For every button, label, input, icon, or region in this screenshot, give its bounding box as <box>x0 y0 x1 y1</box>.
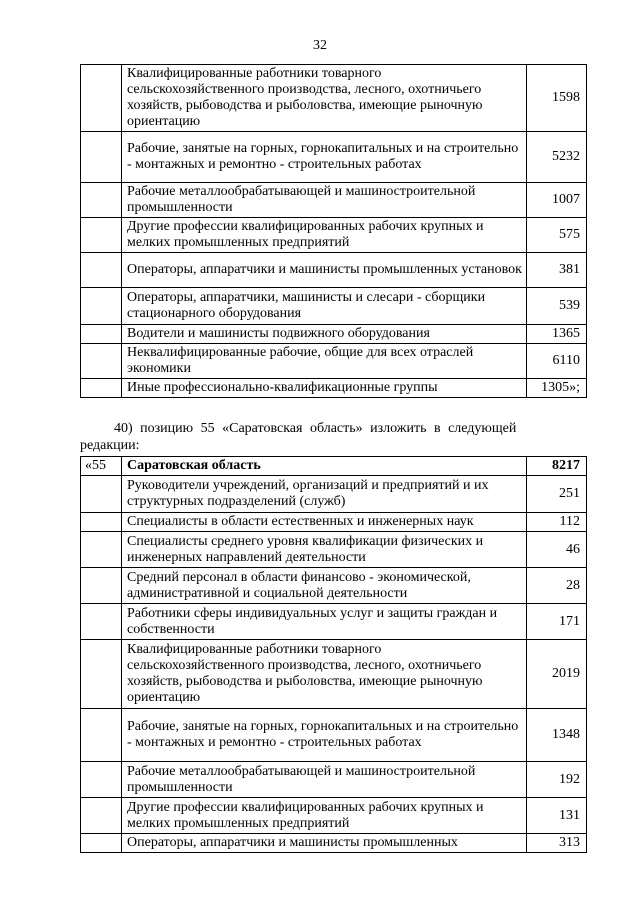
amendment-instruction <box>80 420 586 454</box>
row-value: 2019 <box>527 640 587 709</box>
row-name: Другие профессии квалифицированных рабочих крупных и мелких промышленных предприятий <box>122 218 527 253</box>
page-number: 32 <box>313 38 327 53</box>
table-row <box>81 762 587 798</box>
table-row <box>81 709 587 762</box>
row-name: Другие профессии квалифицированных рабочих крупных и мелких промышленных предприятий <box>122 798 527 834</box>
table-row <box>81 640 587 709</box>
row-code <box>81 640 122 709</box>
row-code <box>81 132 122 183</box>
row-name: Квалифицированные работники товарного сельскохозяйственного производства, лесного, охотничьего хозяйств, рыбоводства и рыболовства, имеющие рыночную ориентацию <box>122 65 527 132</box>
row-value: 5232 <box>527 132 587 183</box>
row-code <box>81 344 122 379</box>
row-value: 251 <box>527 476 587 513</box>
row-value: 575 <box>527 218 587 253</box>
row-value: 1365 <box>527 325 587 344</box>
row-code <box>81 325 122 344</box>
row-name: Операторы, аппаратчики и машинисты промышленных установок <box>122 253 527 288</box>
row-name: Операторы, аппаратчики и машинисты промышленных <box>122 834 527 853</box>
row-name: Операторы, аппаратчики, машинисты и слесари - сборщики стационарного оборудования <box>122 288 527 325</box>
table-row <box>81 379 587 398</box>
row-code <box>81 798 122 834</box>
row-code <box>81 513 122 532</box>
row-name: Рабочие металлообрабатывающей и машиностроительной промышленности <box>122 762 527 798</box>
row-name: Квалифицированные работники товарного сельскохозяйственного производства, лесного, охотничьего хозяйств, рыбоводства и рыболовства, имеющие рыночную ориентацию <box>122 640 527 709</box>
table-row <box>81 476 587 513</box>
row-code <box>81 604 122 640</box>
row-value: 1305»; <box>527 379 587 398</box>
row-code <box>81 568 122 604</box>
table-row <box>81 513 587 532</box>
table-row <box>81 344 587 379</box>
table-row <box>81 568 587 604</box>
table-row <box>81 532 587 568</box>
instruction-line-1: 40) позицию 55 «Саратовская область» изложить в следующей <box>114 421 517 436</box>
saratov-region-table <box>80 456 587 853</box>
row-value: 171 <box>527 604 587 640</box>
row-code <box>81 218 122 253</box>
row-value: 1598 <box>527 65 587 132</box>
row-code <box>81 288 122 325</box>
row-value: 192 <box>527 762 587 798</box>
row-code <box>81 253 122 288</box>
table-row <box>81 253 587 288</box>
row-value: 1007 <box>527 183 587 218</box>
row-code <box>81 834 122 853</box>
table-row <box>81 183 587 218</box>
table-row <box>81 604 587 640</box>
row-value: 6110 <box>527 344 587 379</box>
table-row <box>81 132 587 183</box>
region-total: 8217 <box>527 457 587 476</box>
row-value: 381 <box>527 253 587 288</box>
row-value: 131 <box>527 798 587 834</box>
row-name: Средний персонал в области финансово - экономической, административной и социальной деятельности <box>122 568 527 604</box>
table-row <box>81 288 587 325</box>
row-code <box>81 709 122 762</box>
row-name: Специалисты среднего уровня квалификации физических и инженерных направлений деятельности <box>122 532 527 568</box>
row-value: 46 <box>527 532 587 568</box>
table-row <box>81 325 587 344</box>
row-name: Специалисты в области естественных и инженерных наук <box>122 513 527 532</box>
row-name: Рабочие, занятые на горных, горнокапитальных и на строительно - монтажных и ремонтно - строительных работах <box>122 709 527 762</box>
region-header-row <box>81 457 587 476</box>
row-code <box>81 532 122 568</box>
region-name: Саратовская область <box>122 457 527 476</box>
row-name: Иные профессионально-квалификационные группы <box>122 379 527 398</box>
row-name: Руководители учреждений, организаций и предприятий и их структурных подразделений (служб) <box>122 476 527 513</box>
row-value: 313 <box>527 834 587 853</box>
region-code: «55 <box>81 457 122 476</box>
row-name: Неквалифицированные рабочие, общие для всех отраслей экономики <box>122 344 527 379</box>
row-value: 539 <box>527 288 587 325</box>
row-value: 112 <box>527 513 587 532</box>
table-row <box>81 65 587 132</box>
row-name: Работники сферы индивидуальных услуг и защиты граждан и собственности <box>122 604 527 640</box>
row-code <box>81 183 122 218</box>
row-name: Водители и машинисты подвижного оборудования <box>122 325 527 344</box>
instruction-line-2: редакции: <box>80 438 140 453</box>
row-code <box>81 379 122 398</box>
row-value: 1348 <box>527 709 587 762</box>
row-code <box>81 762 122 798</box>
occupation-table-continued <box>80 64 587 398</box>
row-code <box>81 65 122 132</box>
row-code <box>81 476 122 513</box>
table-row <box>81 218 587 253</box>
table-row <box>81 834 587 853</box>
table-row <box>81 798 587 834</box>
row-name: Рабочие металлообрабатывающей и машиностроительной промышленности <box>122 183 527 218</box>
row-value: 28 <box>527 568 587 604</box>
row-name: Рабочие, занятые на горных, горнокапитальных и на строительно - монтажных и ремонтно - строительных работах <box>122 132 527 183</box>
